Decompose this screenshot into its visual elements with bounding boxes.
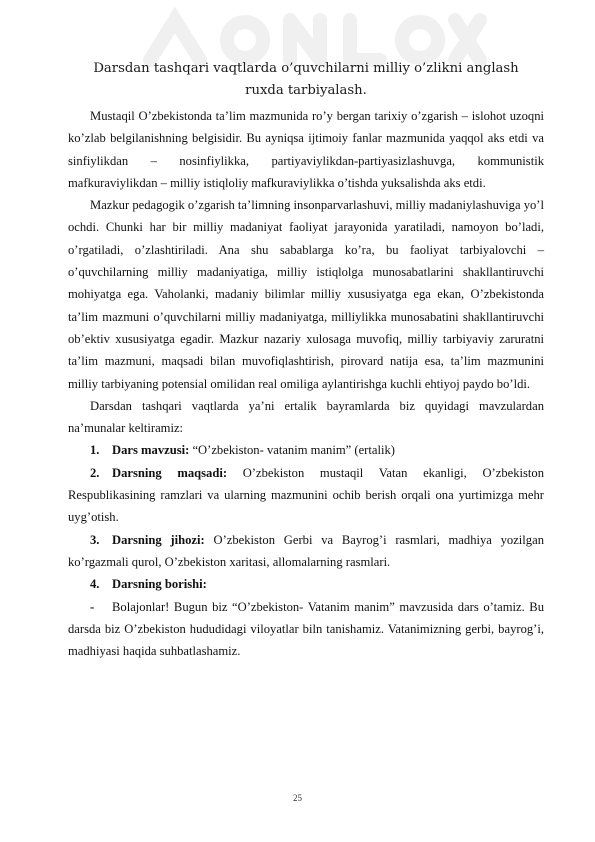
list-number: 1. [90,443,100,458]
list-label: Darsning borishi: [112,577,207,592]
list-number: 3. [90,532,100,547]
list-text: Bolajonlar! Bugun biz “O’zbekiston- Vatanim manim” mavzusida dars o’tamiz. Bu darsda biz O’zbekiston hududidagi viloyatlar biln tanishamiz. Vatanimizning gerbi, bayrog’i, madhiyasi haqida suhbatlashamiz. [68,599,544,659]
list-item-3 [68,529,544,574]
paragraph-3: Darsdan tashqari vaqtlarda ya’ni ertalik bayramlarda biz quyidagi mavzulardan na’munalar keltiramiz: [68,398,544,436]
title-line-1: Darsdan tashqari vaqtlarda o’quvchilarni milliy o’zlikni anglash [93,61,519,76]
list-item-dash [68,596,544,663]
list-text: O’zbekiston Gerbi va Bayrog’i rasmlari, madhiya yozilgan ko’rgazmali qurol, O’zbekiston xaritasi, allomalarning rasmlari. [68,532,544,569]
document-title [68,58,544,102]
paragraph-2: Mazkur pedagogik o’zgarish ta’limning insonparvarlashuvi, milliy madaniylashuviga yo’l ochdi. Chunki har bir milliy madaniyat faoliyat jarayonida yaratiladi, namoyon bo’ladi, o’rgatiladi, o’zlashtiriladi. Ana shu sabablarga ko’ra, bu faoliyat tarbiyalovchi – o’quvchilarning milliy madaniyatiga, milliy istiqlolga munosabatlarini shakllantiruvchi mohiyatga ega. Vaholanki, madaniy bilimlar milliy xususiyatga ega ekan, O’zbekistonda ta’lim mazmuni o’quvchilarni milliy madaniyatga, milliylikka munosabatini shakllantiruvchi ob’ektiv xususiyatga egadir. Mazkur nazariy xulosaga muvofiq, milliy tarbiyaviy zaruratni ta’lim mazmuni, maqsadi bilan muvofiqlashtirish, pirovard natija esa, ta’lim mazmunini milliy tarbiyaning potensial omilidan real omiliga aylantirishga kuchli ehtiyoj paydo bo’ldi. [68,198,544,391]
list-label: Darsning maqsadi: [112,465,228,480]
list-item-1 [68,439,544,461]
list-text: “O’zbekiston- vatanim manim” (ertalik) [189,443,395,458]
list-item-4 [68,573,544,595]
list-bullet: - [90,599,95,614]
document-page [68,58,544,662]
title-line-2: ruxda tarbiyalash. [245,83,367,98]
list-text: O’zbekiston mustaqil Vatan ekanligi, O’zbekiston Respublikasining ramzlari va ularning mazmunini ochib berish orqali ona yurtimizga mehr uyg’otish. [68,465,545,525]
list-label: Darsning jihozi: [112,532,205,547]
list-label: Dars mavzusi: [112,443,190,458]
page-number: 25 [293,793,302,803]
list-number: 2. [90,465,100,480]
list-item-2 [68,462,544,529]
paragraph-1: Mustaqil O’zbekistonda ta’lim mazmunida ro’y bergan tarixiy o’zgarish – islohot uzoqni ko’zlab belgilanishning belgisidir. Bu ayniqsa ijtimoiy fanlar mazmunida yaqqol aks etdi va sinfiylikdan – nosinfiylikka, partiyaviylikdan-partiyasizlashuvga, kommunistik mafkuraviylikdan – milliy istiqloliy mafkuraviylikka o’tishda yuksalishda aks etdi. [68,109,544,190]
list-number: 4. [90,577,100,592]
